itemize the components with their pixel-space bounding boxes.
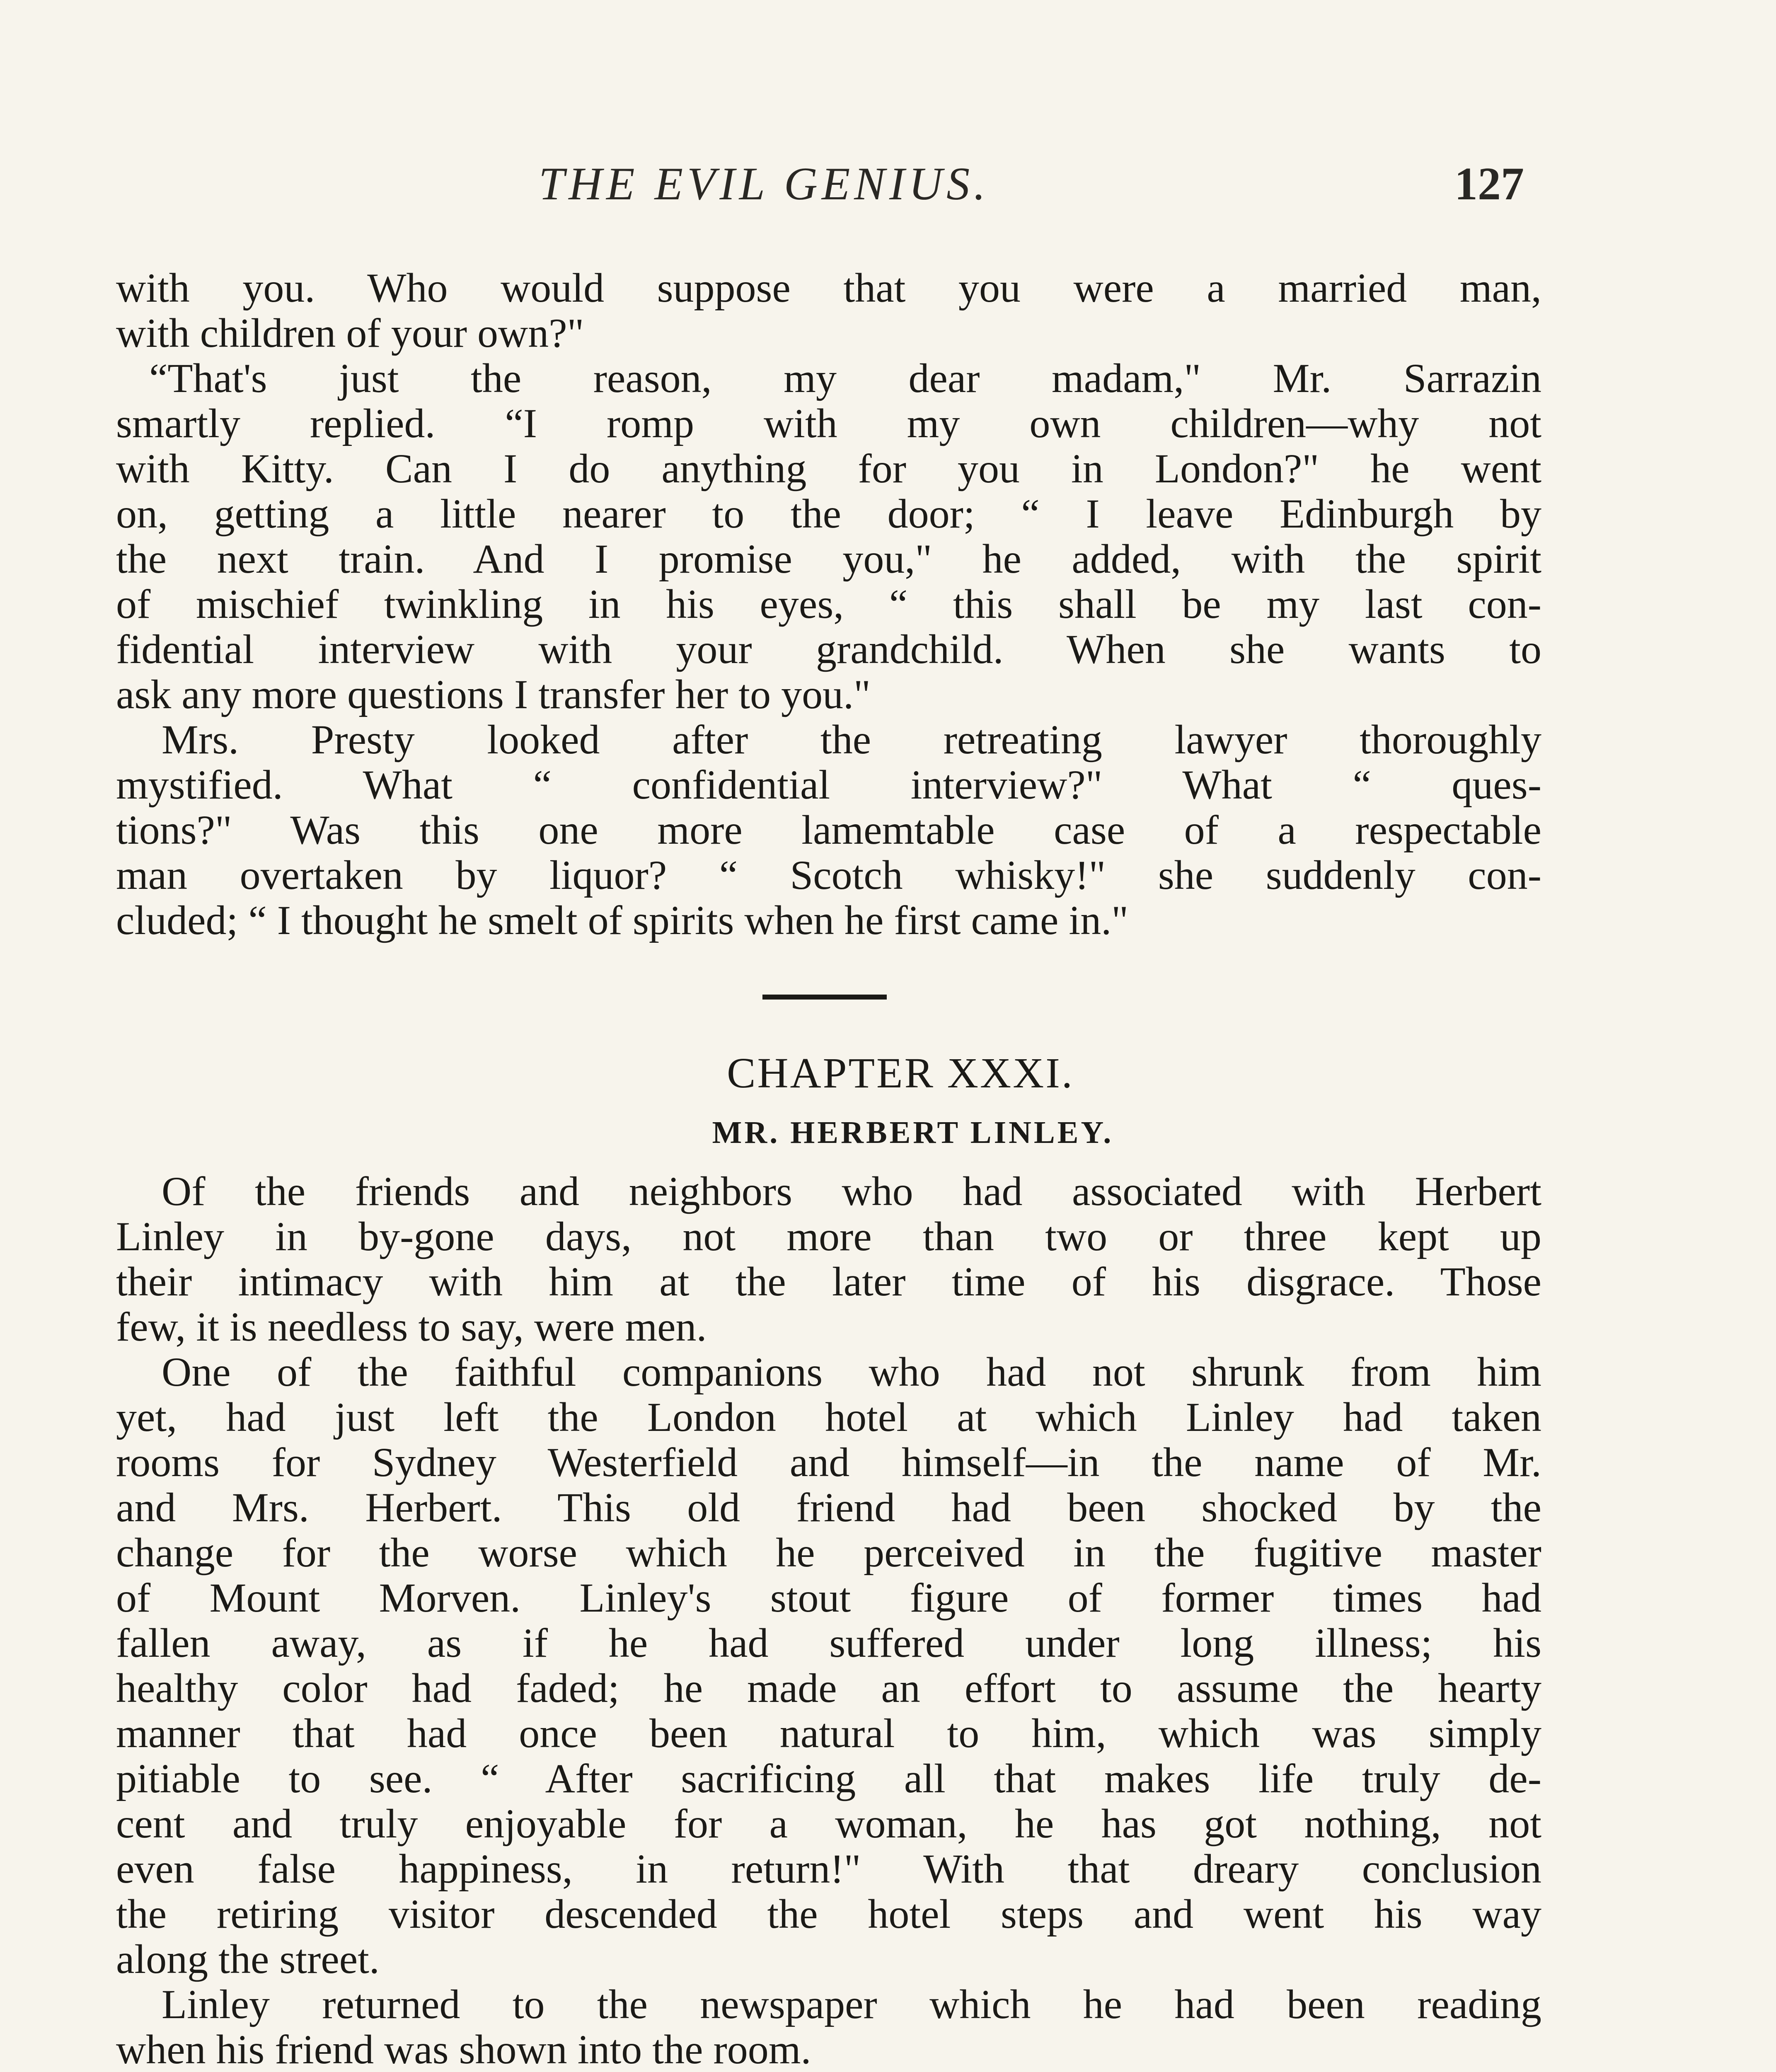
text-line: few, it is needless to say, were men.: [116, 1304, 707, 1350]
text-line: One of the faithful companions who had not shrunk from him: [162, 1349, 1541, 1395]
text-line: and Mrs. Herbert. This old friend had been shocked by the: [116, 1484, 1541, 1530]
text-line: rooms for Sydney Westerfield and himself—in the name of Mr.: [116, 1439, 1541, 1485]
text-line: Of the friends and neighbors who had associated with Herbert: [162, 1168, 1541, 1214]
text-line: ask any more questions I transfer her to you.": [116, 671, 871, 717]
text-line: mystified. What “ confidential interview?" What “ ques-: [116, 762, 1541, 808]
text-line: on, getting a little nearer to the door; “ I leave Edinburgh by: [116, 491, 1541, 537]
text-line: Linley in by-gone days, not more than two or three kept up: [116, 1213, 1541, 1259]
text-line: fallen away, as if he had suffered under long illness; his: [116, 1620, 1541, 1666]
text-line: tions?" Was this one more lamemtable case of a respectable: [116, 807, 1541, 853]
text-line: with you. Who would suppose that you were a married man,: [116, 265, 1541, 311]
text-line: the retiring visitor descended the hotel steps and went his way: [116, 1891, 1541, 1937]
text-line: change for the worse which he perceived in the fugitive master: [116, 1530, 1541, 1576]
text-line: when his friend was shown into the room.: [116, 2026, 811, 2072]
text-line: Mrs. Presty looked after the retreating lawyer thoroughly: [162, 716, 1541, 762]
text-line: with Kitty. Can I do anything for you in London?" he went: [116, 445, 1541, 491]
text-line: of mischief twinkling in his eyes, “ this shall be my last con-: [116, 581, 1541, 627]
text-line: yet, had just left the London hotel at which Linley had taken: [116, 1394, 1541, 1440]
text-line: cluded; “ I thought he smelt of spirits when he first came in.": [116, 897, 1129, 943]
text-line: pitiable to see. “ After sacrificing all that makes life truly de-: [116, 1755, 1541, 1801]
chapter-subtitle: MR. HERBERT LINLEY.: [712, 1115, 1114, 1150]
text-line: the next train. And I promise you," he added, with the spirit: [116, 536, 1541, 582]
text-line: smartly replied. “I romp with my own children—why not: [116, 400, 1541, 446]
chapter-text: [116, 1169, 1541, 2072]
text-line: manner that had once been natural to him, which was simply: [116, 1710, 1541, 1756]
running-head-title: THE EVIL GENIUS.: [539, 158, 990, 210]
continuation-text: [116, 265, 1541, 943]
text-line: their intimacy with him at the later time of his disgrace. Those: [116, 1259, 1541, 1305]
text-line: “That's just the reason, my dear madam," Mr. Sarrazin: [149, 355, 1541, 401]
text-line: man overtaken by liquor? “ Scotch whisky!" she suddenly con-: [116, 852, 1541, 898]
text-line: fidential interview with your grandchild. When she wants to: [116, 626, 1541, 672]
text-line: cent and truly enjoyable for a woman, he has got nothing, not: [116, 1801, 1541, 1847]
page-number: 127: [1454, 158, 1524, 210]
text-line: of Mount Morven. Linley's stout figure of former times had: [116, 1575, 1541, 1621]
chapter-title: CHAPTER XXXI.: [727, 1049, 1074, 1097]
text-line: healthy color had faded; he made an effort to assume the hearty: [116, 1665, 1541, 1711]
text-line: with children of your own?": [116, 310, 584, 356]
section-divider: [762, 995, 887, 1000]
text-line: even false happiness, in return!" With that dreary conclusion: [116, 1846, 1541, 1892]
text-line: Linley returned to the newspaper which he had been reading: [162, 1981, 1541, 2027]
text-line: along the street.: [116, 1936, 380, 1982]
